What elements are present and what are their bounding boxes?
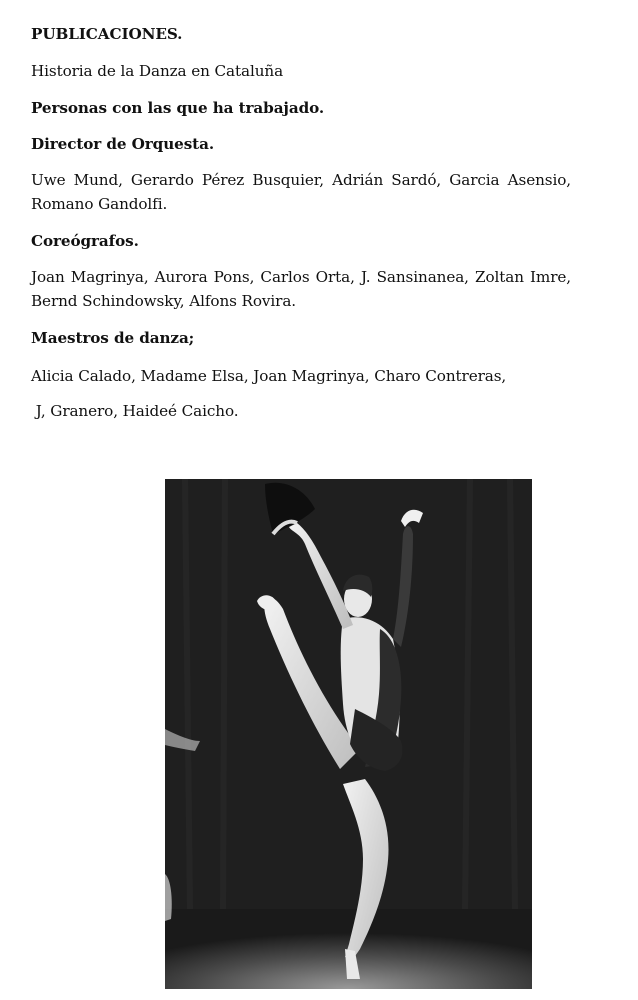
- dancer-photo: [165, 479, 532, 989]
- coreografos-text: Joan Magrinya, Aurora Pons, Carlos Orta, J. Sansinanea, Zoltan Imre, Bernd Schindowsky, Alfons Rovira.: [31, 268, 571, 310]
- publicaciones-heading: PUBLICACIONES.: [31, 25, 183, 43]
- maestros-line1: Alicia Calado, Madame Elsa, Joan Magrinya, Charo Contreras,: [31, 367, 507, 385]
- maestros-heading: Maestros de danza;: [31, 329, 195, 347]
- director-text: Uwe Mund, Gerardo Pérez Busquier, Adrián Sardó, Garcia Asensio, Romano Gandolfi.: [31, 171, 571, 213]
- dancer-photo-illustration: [165, 479, 532, 989]
- personas-heading: Personas con las que ha trabajado.: [31, 99, 325, 117]
- director-heading: Director de Orquesta.: [31, 135, 215, 153]
- maestros-line2: J, Granero, Haideé Caicho.: [31, 402, 239, 420]
- publicaciones-text: Historia de la Danza en Cataluña: [31, 62, 284, 80]
- coreografos-heading: Coreógrafos.: [31, 232, 139, 250]
